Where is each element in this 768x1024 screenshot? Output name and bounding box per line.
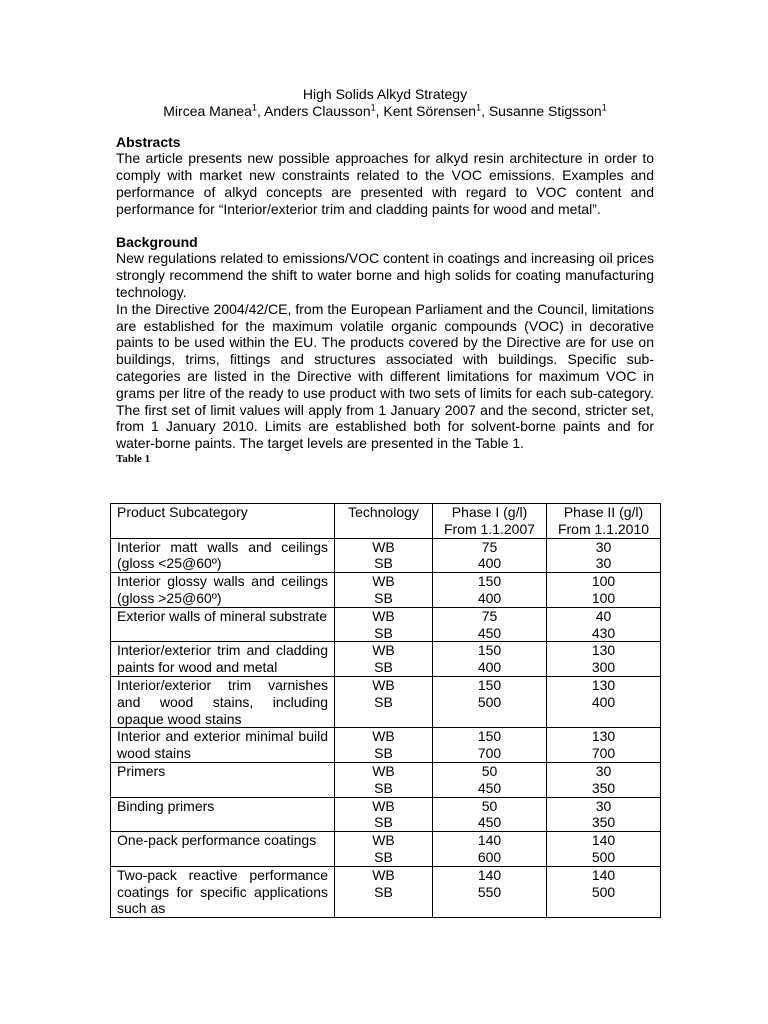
author-name: Kent Sörensen xyxy=(383,102,477,119)
cell-product-subcategory: Interior/exterior trim and cladding paints for wood and metal xyxy=(111,642,335,677)
cell-phase-2: 140 500 xyxy=(547,832,661,867)
cell-technology: WB SB xyxy=(335,642,433,677)
background-paragraph-2: In the Directive 2004/42/CE, from the European Parliament and the Council, limitations are established for the maximum volatile organic compounds (VOC) in decorative paints to be used within the EU. The products covered by the Directive are for use on buildings, trims, fittings and structures associated with buildings. Specific sub-categories are listed in the Directive with different limitations for maximum VOC in grams per litre of the ready to use product with two sets of limits for each sub-category. The first set of limit values will apply from 1 January 2007 and the second, stricter set, from 1 January 2010. Limits are established both for solvent-borne paints and for water-borne paints. The target levels are presented in the Table 1. xyxy=(116,300,654,452)
cell-product-subcategory: One-pack performance coatings xyxy=(111,832,335,867)
table-row xyxy=(111,866,661,917)
cell-phase-2: 40 430 xyxy=(547,607,661,642)
cell-technology: WB SB xyxy=(335,866,433,917)
cell-phase-1: 50 450 xyxy=(433,797,547,832)
cell-technology: WB SB xyxy=(335,728,433,763)
cell-phase-1: 150 500 xyxy=(433,676,547,727)
table-row xyxy=(111,797,661,832)
abstract-heading: Abstracts xyxy=(116,133,181,150)
cell-phase-1: 140 600 xyxy=(433,832,547,867)
background-heading: Background xyxy=(116,233,198,250)
cell-phase-1: 150 400 xyxy=(433,573,547,608)
author-affiliation: 1 xyxy=(251,102,257,113)
author-affiliation: 1 xyxy=(476,102,482,113)
table-caption: Table 1 xyxy=(116,452,151,465)
cell-phase-2: 100 100 xyxy=(547,573,661,608)
author-name: Mircea Manea xyxy=(163,102,252,119)
abstract-text: The article presents new possible approaches for alkyd resin architecture in order to comply with market new constraints related to the VOC emissions. Examples and performance of alkyd concepts are presented with regard to VOC content and performance for “Interior/exterior trim and cladding paints for wood and metal”. xyxy=(116,150,654,217)
header-phase-2: Phase II (g/l) From 1.1.2010 xyxy=(547,504,661,539)
table-row xyxy=(111,642,661,677)
cell-product-subcategory: Primers xyxy=(111,762,335,797)
cell-phase-2: 130 400 xyxy=(547,676,661,727)
cell-technology: WB SB xyxy=(335,538,433,573)
cell-product-subcategory: Interior glossy walls and ceilings (gloss >25@60º) xyxy=(111,573,335,608)
cell-technology: WB SB xyxy=(335,762,433,797)
cell-phase-2: 30 350 xyxy=(547,797,661,832)
author-affiliation: 1 xyxy=(370,102,376,113)
table-row xyxy=(111,676,661,727)
cell-technology: WB SB xyxy=(335,676,433,727)
table-row xyxy=(111,832,661,867)
cell-phase-2: 30 30 xyxy=(547,538,661,573)
cell-phase-1: 75 400 xyxy=(433,538,547,573)
cell-product-subcategory: Two-pack reactive performance coatings for specific applications such as xyxy=(111,866,335,917)
table-row xyxy=(111,607,661,642)
author-name: Susanne Stigsson xyxy=(488,102,602,119)
cell-technology: WB SB xyxy=(335,573,433,608)
voc-limits-table xyxy=(110,503,661,918)
background-paragraph-1: New regulations related to emissions/VOC content in coatings and increasing oil prices strongly recommend the shift to water borne and high solids for coating manufacturing technology. xyxy=(116,250,654,300)
table-header-row xyxy=(111,504,661,539)
cell-technology: WB SB xyxy=(335,607,433,642)
cell-product-subcategory: Interior matt walls and ceilings (gloss <25@60º) xyxy=(111,538,335,573)
cell-phase-2: 130 700 xyxy=(547,728,661,763)
document-page xyxy=(116,86,654,465)
cell-phase-2: 30 350 xyxy=(547,762,661,797)
cell-technology: WB SB xyxy=(335,797,433,832)
author-affiliation: 1 xyxy=(601,102,607,113)
cell-phase-1: 150 400 xyxy=(433,642,547,677)
cell-product-subcategory: Interior and exterior minimal build wood stains xyxy=(111,728,335,763)
author-line: Mircea Manea$^1$, Anders Clausson$^1$, Kent Sörensen$^1$, Susanne Stigsson$^1$ xyxy=(163,102,607,119)
cell-phase-1: 75 450 xyxy=(433,607,547,642)
table-row xyxy=(111,728,661,763)
cell-product-subcategory: Exterior walls of mineral substrate xyxy=(111,607,335,642)
cell-product-subcategory: Interior/exterior trim varnishes and wood stains, including opaque wood stains xyxy=(111,676,335,727)
cell-phase-1: 140 550 xyxy=(433,866,547,917)
table-row xyxy=(111,762,661,797)
table-row xyxy=(111,538,661,573)
header-phase-1: Phase I (g/l) From 1.1.2007 xyxy=(433,504,547,539)
cell-phase-1: 50 450 xyxy=(433,762,547,797)
table-row xyxy=(111,573,661,608)
cell-phase-2: 130 300 xyxy=(547,642,661,677)
cell-phase-2: 140 500 xyxy=(547,866,661,917)
doc-title: High Solids Alkyd Strategy xyxy=(302,86,468,102)
header-technology: Technology xyxy=(335,504,433,539)
cell-technology: WB SB xyxy=(335,832,433,867)
author-name: Anders Clausson xyxy=(264,102,371,119)
cell-phase-1: 150 700 xyxy=(433,728,547,763)
header-product-subcategory: Product Subcategory xyxy=(111,504,335,539)
cell-product-subcategory: Binding primers xyxy=(111,797,335,832)
